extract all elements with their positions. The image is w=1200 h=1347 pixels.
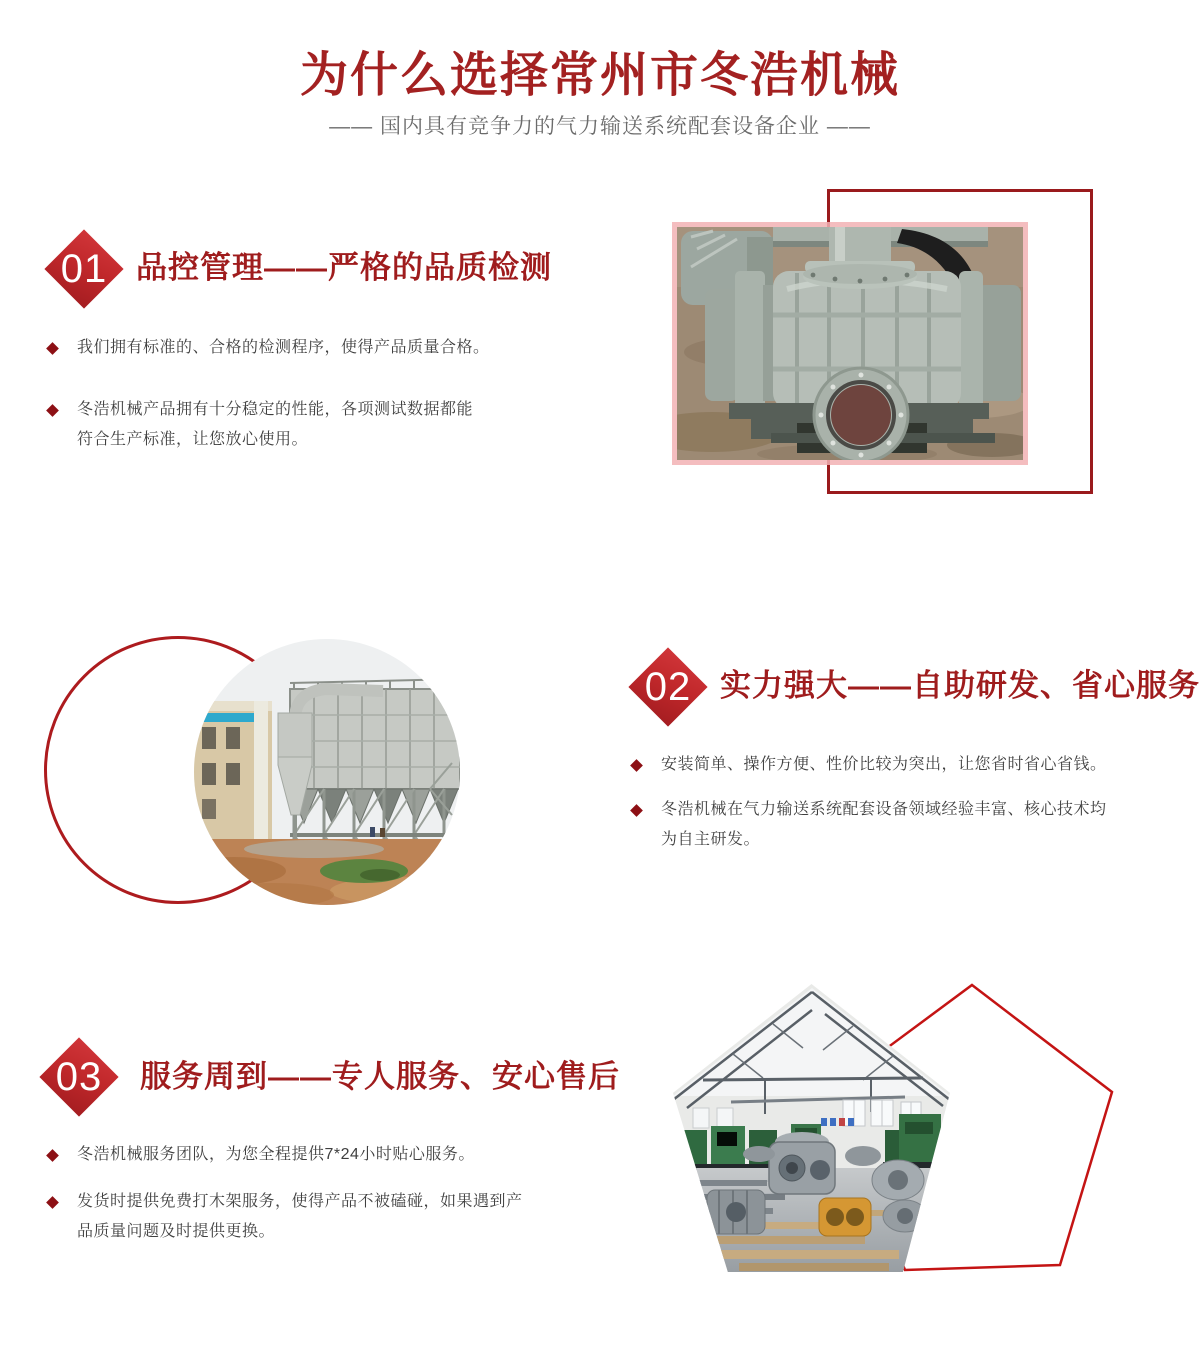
section-03-number: 03 xyxy=(55,1055,103,1099)
bullet-item xyxy=(46,1140,523,1170)
bullet-item xyxy=(46,1187,523,1247)
bullet-text xyxy=(77,1187,523,1247)
bullet-line: 冬浩机械在气力输送系统配套设备领域经验丰富、核心技术均 xyxy=(661,801,1107,818)
diamond-bullet-icon xyxy=(46,1196,59,1209)
section-01-heading: 品控管理——严格的品质检测 xyxy=(136,250,552,285)
bullet-line: 冬浩机械产品拥有十分稳定的性能，各项测试数据都能 xyxy=(77,401,474,418)
bullet-line: 冬浩机械服务团队，为您全程提供7*24小时贴心服务。 xyxy=(77,1146,475,1163)
bullet-line: 发货时提供免费打木架服务，使得产品不被磕碰，如果遇到产 xyxy=(77,1193,523,1210)
bullet-line: 符合生产标准，让您放心使用。 xyxy=(77,431,309,448)
bullet-text xyxy=(77,1140,475,1170)
bullet-line: 品质量问题及时提供更换。 xyxy=(77,1223,276,1240)
section-03-heading: 服务周到——专人服务、安心售后 xyxy=(140,1059,620,1094)
bullet-line: 为自主研发。 xyxy=(661,831,761,848)
section-01-number: 01 xyxy=(60,247,108,291)
section-02-heading: 实力强大——自助研发、省心服务 xyxy=(720,668,1200,703)
page-subtitle: —— 国内具有竞争力的气力输送系统配套设备企业 —— xyxy=(329,115,871,138)
section-03-badge xyxy=(38,1036,120,1118)
bullet-line: 安装简单、操作方便、性价比较为突出，让您省时省心省钱。 xyxy=(661,756,1107,773)
diamond-bullet-icon xyxy=(46,1149,59,1162)
bullet-line: 我们拥有标准的、合格的检测程序，使得产品质量合格。 xyxy=(77,339,490,356)
section-02-number: 02 xyxy=(644,665,692,709)
page-title: 为什么选择常州市冬浩机械 xyxy=(299,49,900,102)
section-03-bullets xyxy=(46,1140,523,1247)
